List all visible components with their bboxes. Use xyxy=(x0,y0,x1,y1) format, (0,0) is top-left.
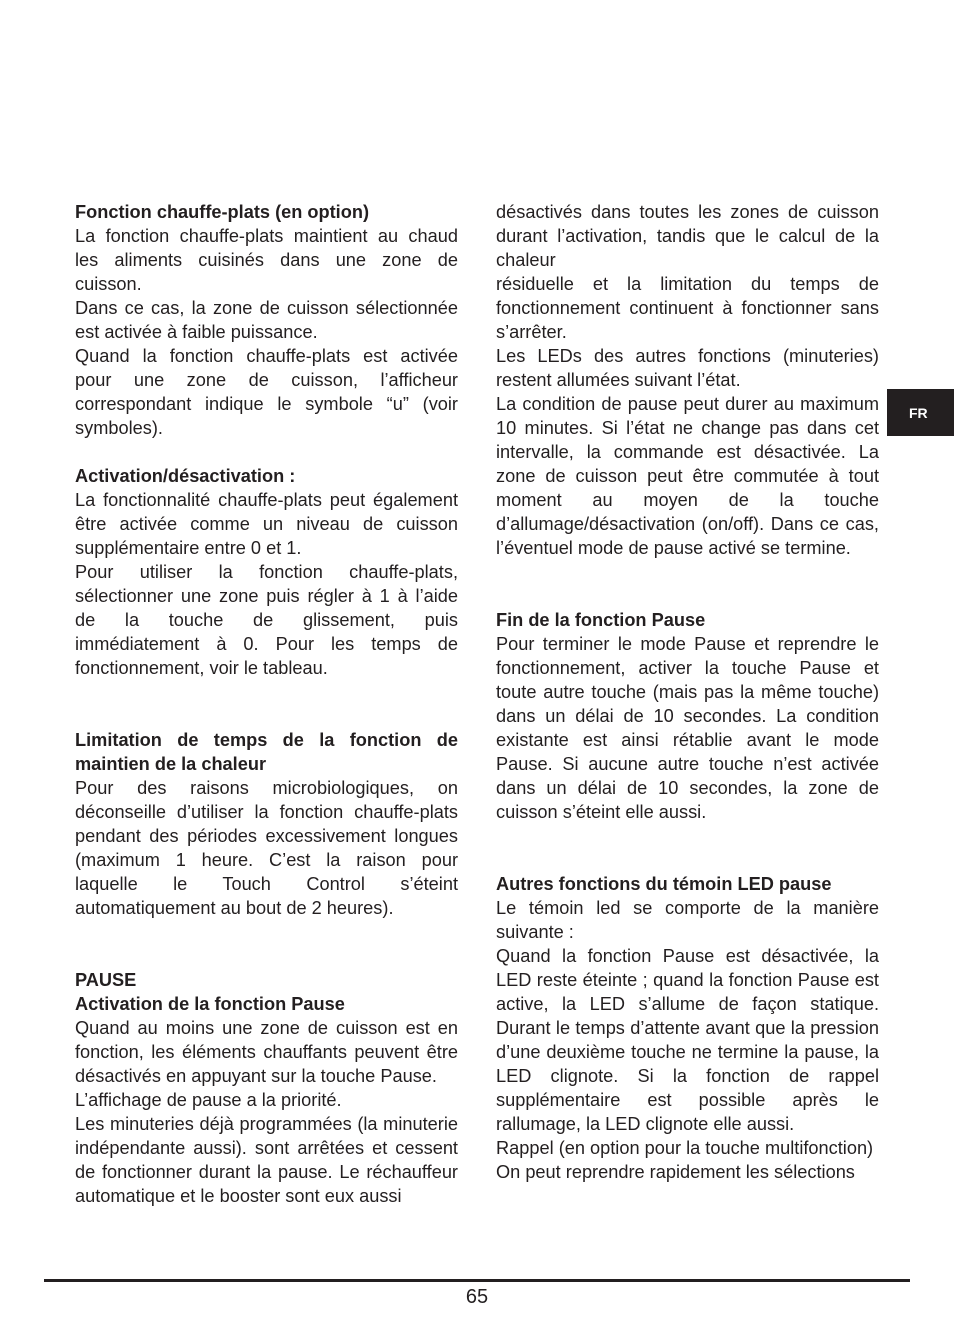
paragraph: La fonctionnalité chauffe-plats peut également être activée comme un niveau de cuisson supplémentaire entre 0 et 1. xyxy=(75,490,458,558)
section-heading-limitation: Limitation de temps de la fonction de maintien de la chaleur xyxy=(75,730,458,774)
paragraph: désactivés dans toutes les zones de cuisson durant l’activation, tandis que le calcul de la chaleur xyxy=(496,202,879,270)
paragraph: Quand au moins une zone de cuisson est en fonction, les éléments chauffants peuvent être désactivés en appuyant sur la touche Pause. xyxy=(75,1018,458,1086)
right-column xyxy=(496,200,879,1184)
page-number: 65 xyxy=(465,1286,489,1308)
paragraph: Quand la fonction Pause est désactivée, la LED reste éteinte ; quand la fonction Pause est active, la LED s’allume de façon statique. Durant le temps d’attente avant que la pression d’une deuxième touche ne termine la pause, la LED clignote. Si la fonction de rappel supplémentaire est possible après le rallumage, la LED clignote elle aussi. xyxy=(496,946,879,1134)
paragraph: Rappel (en option pour la touche multifonction) xyxy=(496,1138,874,1158)
section-subheading-pause-activation: Activation de la fonction Pause xyxy=(75,994,345,1014)
paragraph: Le témoin led se comporte de la manière suivante : xyxy=(496,898,879,942)
paragraph: On peut reprendre rapidement les sélections xyxy=(496,1162,855,1182)
paragraph: Quand la fonction chauffe-plats est activée pour une zone de cuisson, l’afficheur correspondant indique le symbole “u” (voir symboles). xyxy=(75,346,458,438)
paragraph: Les LEDs des autres fonctions (minuteries) restent allumées suivant l’état. xyxy=(496,346,879,390)
paragraph: Dans ce cas, la zone de cuisson sélectionnée est activée à faible puissance. xyxy=(75,298,458,342)
paragraph: La condition de pause peut durer au maximum 10 minutes. Si l’état ne change pas dans cet intervalle, la commande est désactivée. La zone de cuisson peut être commutée à tout moment au moyen de la touche d’allumage/désactivation (on/off). Dans ce cas, l’éventuel mode de pause activé se termine. xyxy=(496,394,879,558)
paragraph: L’affichage de pause a la priorité. xyxy=(75,1090,342,1110)
section-heading-led: Autres fonctions du témoin LED pause xyxy=(496,874,832,894)
section-heading-pause: PAUSE xyxy=(75,970,137,990)
paragraph: résiduelle et la limitation du temps de fonctionnement continuent à fonctionner sans s’arrêter. xyxy=(496,274,879,342)
left-column xyxy=(75,200,458,1208)
language-tab: FR xyxy=(887,389,954,436)
section-heading-end-pause: Fin de la fonction Pause xyxy=(496,610,706,630)
section-heading-warming: Fonction chauffe-plats (en option) xyxy=(75,202,370,222)
paragraph: Les minuteries déjà programmées (la minuterie indépendante aussi). sont arrêtées et cessent de fonctionner durant la pause. Le réchauffeur automatique et le booster sont eux aussi xyxy=(75,1114,458,1206)
paragraph: Pour utiliser la fonction chauffe-plats, sélectionner une zone puis régler à 1 à l’aide de la touche de glissement, puis immédiatement à 0. Pour les temps de fonctionnement, voir le tableau. xyxy=(75,562,458,678)
paragraph: La fonction chauffe-plats maintient au chaud les aliments cuisinés dans une zone de cuisson. xyxy=(75,226,458,294)
paragraph: Pour des raisons microbiologiques, on déconseille d’utiliser la fonction chauffe-plats pendant des périodes excessivement longues (maximum 1 heure. C’est la raison pour laquelle le Touch Control s’éteint automatiquement au bout de 2 heures). xyxy=(75,778,458,918)
paragraph: Pour terminer le mode Pause et reprendre le fonctionnement, activer la touche Pause et toute autre touche (mais pas la même touche) dans un délai de 10 secondes. La condition existante est ainsi rétablie avant le mode Pause. Si aucune autre touche n’est activée dans un délai de 10 secondes, la zone de cuisson s’éteint elle aussi. xyxy=(496,634,879,822)
footer-divider xyxy=(44,1279,910,1282)
section-heading-activation: Activation/désactivation : xyxy=(75,466,296,486)
